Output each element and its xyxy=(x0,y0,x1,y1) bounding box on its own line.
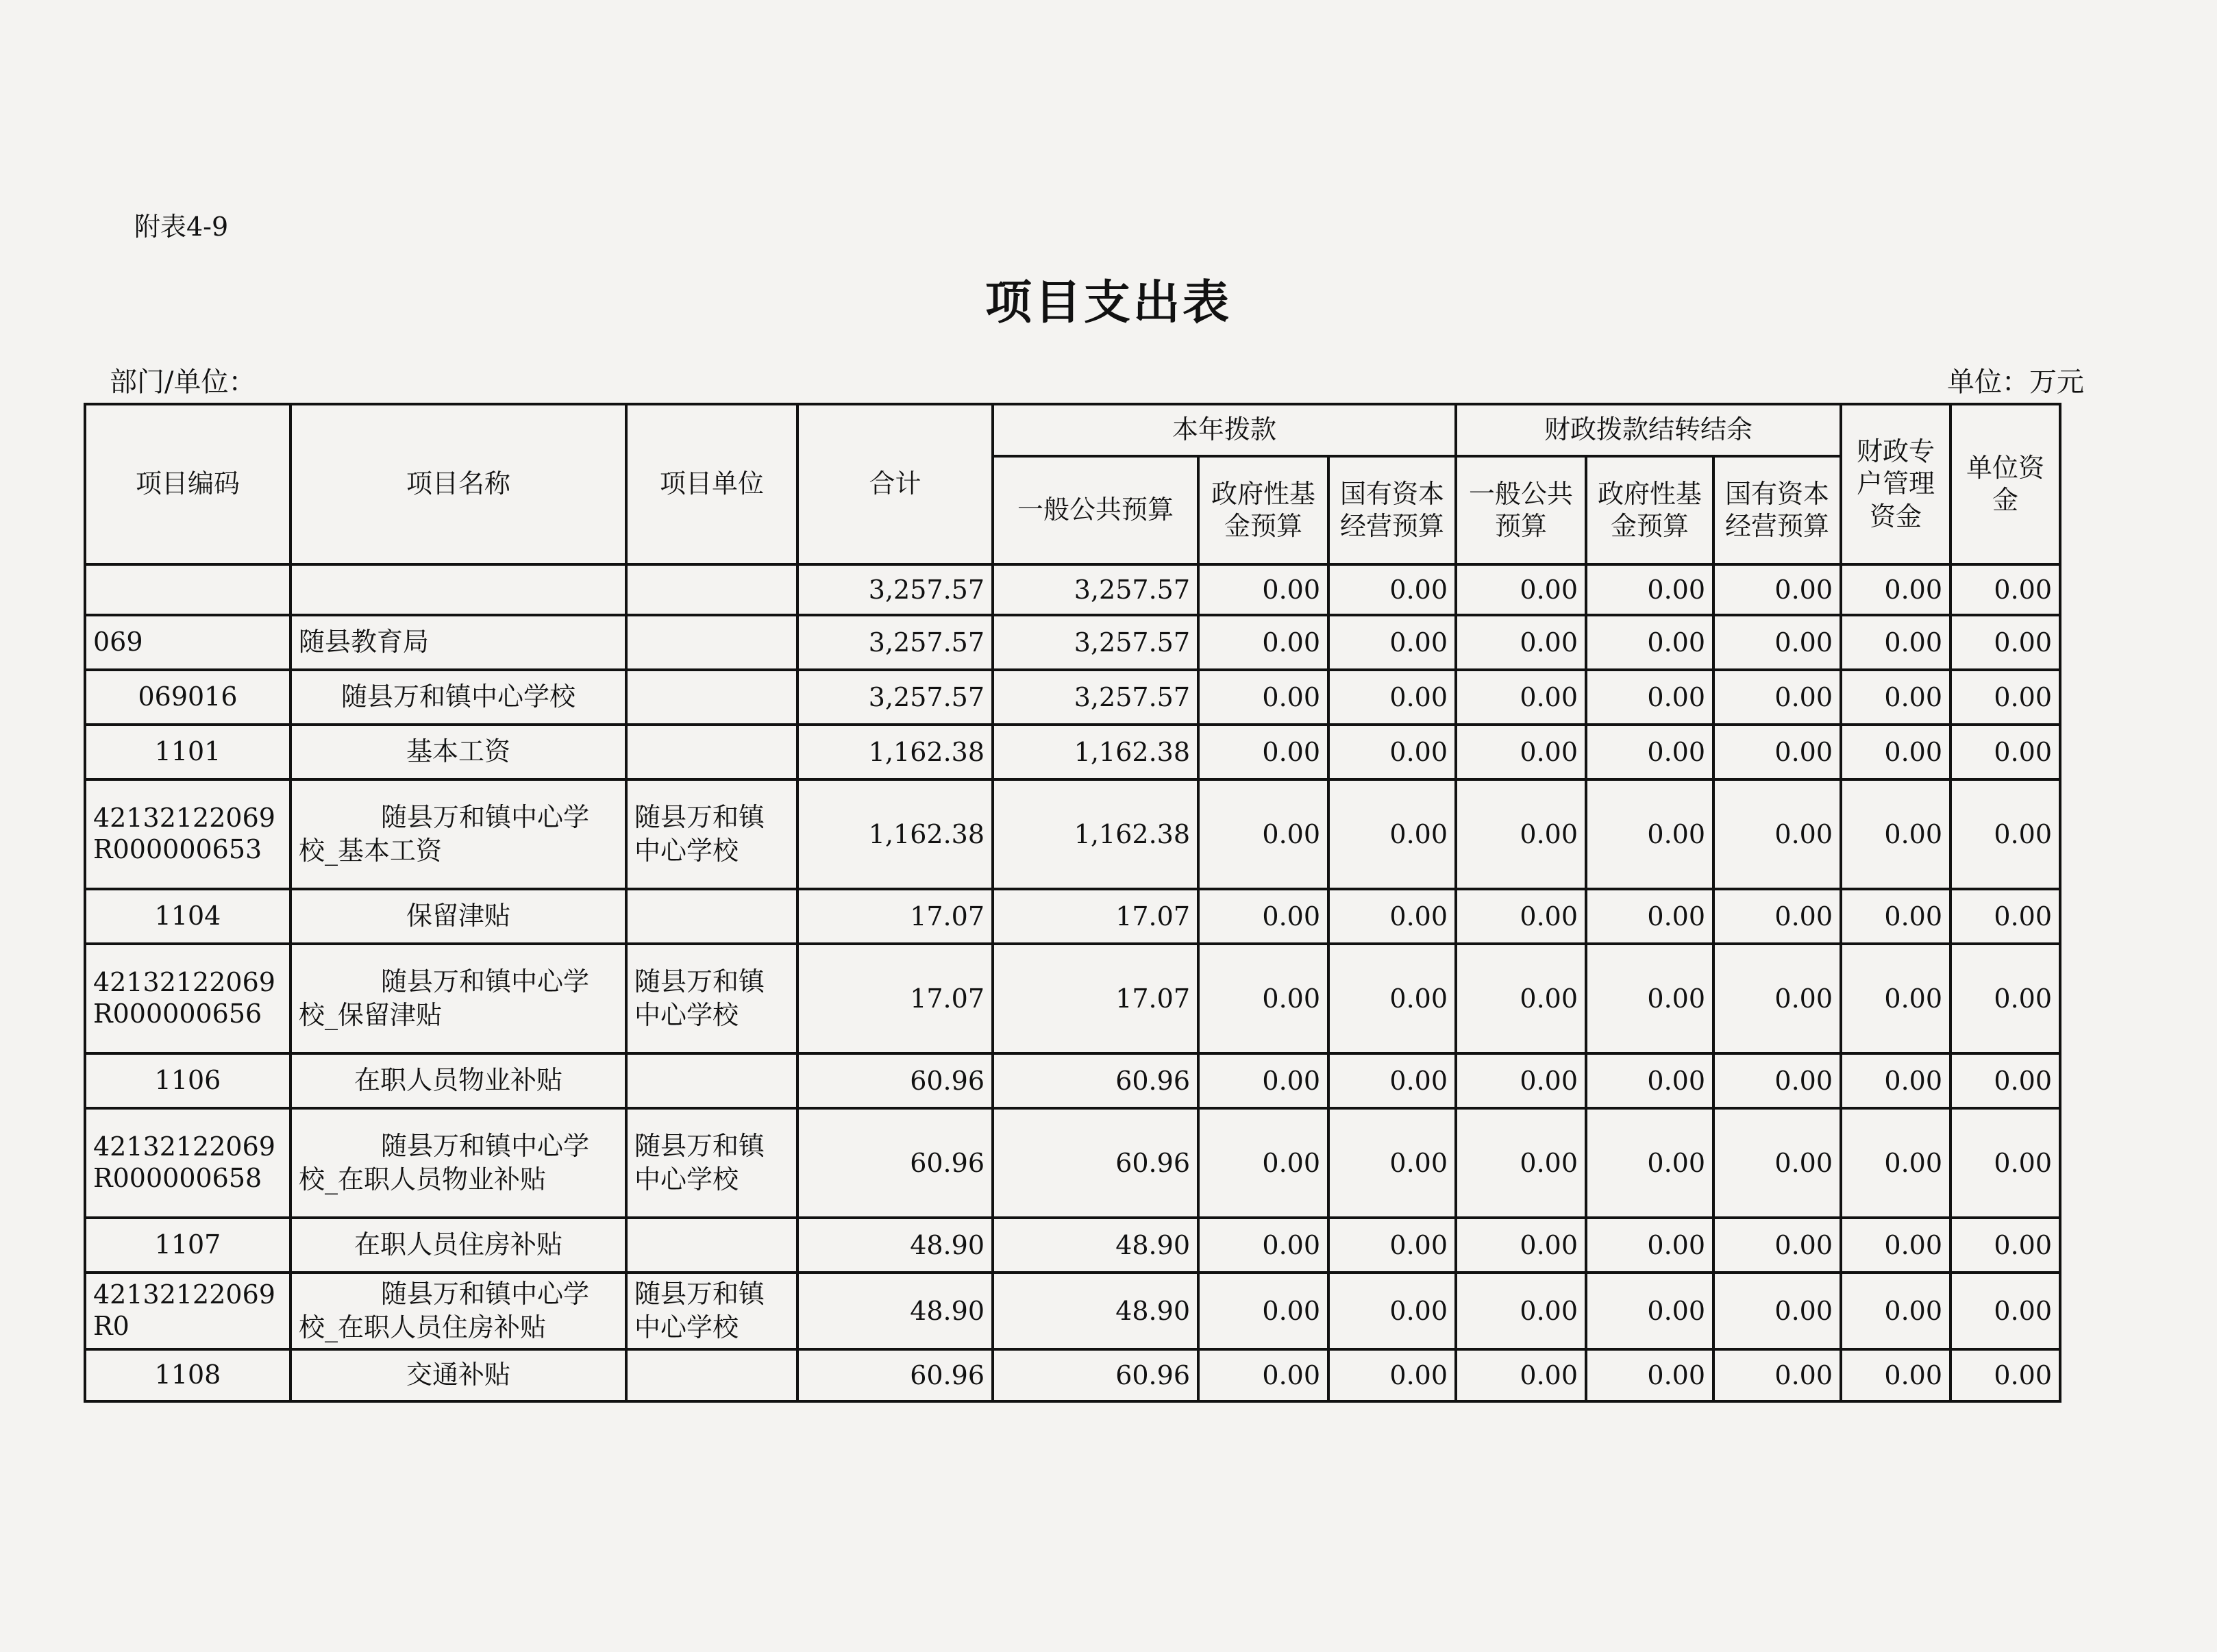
cell-project-unit xyxy=(626,725,797,779)
cell-amount: 48.90 xyxy=(993,1273,1198,1349)
cell-amount: 0.00 xyxy=(1198,1349,1328,1401)
cell-amount: 0.00 xyxy=(1328,944,1456,1053)
cell-amount: 17.07 xyxy=(797,889,993,944)
cell-amount: 3,257.57 xyxy=(797,670,993,725)
cell-amount: 0.00 xyxy=(1456,1053,1586,1108)
header-code: 项目编码 xyxy=(85,404,290,564)
cell-amount: 1,162.38 xyxy=(797,725,993,779)
cell-amount: 0.00 xyxy=(1950,1349,2060,1401)
cell-amount: 0.00 xyxy=(1713,725,1841,779)
cell-amount: 0.00 xyxy=(1198,1108,1328,1218)
header-unit: 项目单位 xyxy=(626,404,797,564)
cell-project-code: 1108 xyxy=(85,1349,290,1401)
cell-project-code: 42132122069R0 xyxy=(85,1273,290,1349)
cell-amount: 0.00 xyxy=(1456,564,1586,615)
cell-amount: 17.07 xyxy=(993,944,1198,1053)
cell-project-name xyxy=(290,779,626,889)
cell-amount: 0.00 xyxy=(1456,1218,1586,1273)
header-unit-fund: 单位资金 xyxy=(1950,404,2060,564)
cell-amount: 0.00 xyxy=(1198,779,1328,889)
project-name-line-1: 随县万和镇中心学 xyxy=(381,1278,590,1309)
cell-amount: 0.00 xyxy=(1586,889,1713,944)
cell-amount: 3,257.57 xyxy=(993,564,1198,615)
cell-amount: 0.00 xyxy=(1198,1218,1328,1273)
cell-amount: 0.00 xyxy=(1456,670,1586,725)
cell-amount: 0.00 xyxy=(1198,889,1328,944)
cell-amount: 0.00 xyxy=(1950,1053,2060,1108)
cell-amount: 0.00 xyxy=(1950,1218,2060,1273)
cell-amount: 0.00 xyxy=(1456,944,1586,1053)
cell-amount: 0.00 xyxy=(1586,1218,1713,1273)
cell-amount: 1,162.38 xyxy=(797,779,993,889)
cell-amount: 0.00 xyxy=(1713,889,1841,944)
table-row xyxy=(85,1218,2060,1273)
table-row xyxy=(85,725,2060,779)
cell-project-unit: 随县万和镇中心学校 xyxy=(626,779,797,889)
cell-amount: 0.00 xyxy=(1586,670,1713,725)
cell-amount: 60.96 xyxy=(797,1349,993,1401)
cell-amount: 17.07 xyxy=(797,944,993,1053)
header-current-year: 本年拨款 xyxy=(993,404,1456,456)
cell-project-code xyxy=(85,564,290,615)
cell-amount: 0.00 xyxy=(1713,1108,1841,1218)
cell-amount: 0.00 xyxy=(1586,1108,1713,1218)
cell-amount: 0.00 xyxy=(1328,1108,1456,1218)
cell-project-name xyxy=(290,1108,626,1218)
cell-amount: 48.90 xyxy=(993,1218,1198,1273)
cell-amount: 0.00 xyxy=(1328,1349,1456,1401)
cell-amount: 0.00 xyxy=(1198,944,1328,1053)
header-special-fund: 财政专户管理资金 xyxy=(1841,404,1950,564)
header-name: 项目名称 xyxy=(290,404,626,564)
cell-project-unit xyxy=(626,564,797,615)
cell-amount: 48.90 xyxy=(797,1218,993,1273)
cell-amount: 0.00 xyxy=(1586,564,1713,615)
cell-project-name xyxy=(290,564,626,615)
header-gov-fund-budget: 政府性基金预算 xyxy=(1198,456,1328,564)
cell-amount: 0.00 xyxy=(1713,1273,1841,1349)
cell-amount: 3,257.57 xyxy=(797,615,993,670)
cell-project-name: 随县万和镇中心学校 xyxy=(290,670,626,725)
cell-amount: 0.00 xyxy=(1586,1053,1713,1108)
cell-amount: 0.00 xyxy=(1841,615,1950,670)
page-title: 项目支出表 xyxy=(984,275,1232,330)
cell-amount: 0.00 xyxy=(1456,615,1586,670)
cell-amount: 17.07 xyxy=(993,889,1198,944)
cell-project-code: 42132122069R000000656 xyxy=(85,944,290,1053)
header-total: 合计 xyxy=(797,404,993,564)
cell-amount: 0.00 xyxy=(1198,670,1328,725)
cell-amount: 0.00 xyxy=(1198,564,1328,615)
cell-project-unit: 随县万和镇中心学校 xyxy=(626,1273,797,1349)
cell-amount: 0.00 xyxy=(1713,670,1841,725)
cell-amount: 60.96 xyxy=(797,1053,993,1108)
project-name-line-2: 校_在职人员物业补贴 xyxy=(299,1164,547,1194)
cell-amount: 1,162.38 xyxy=(993,725,1198,779)
cell-amount: 0.00 xyxy=(1456,889,1586,944)
table-row xyxy=(85,670,2060,725)
project-expenditure-table xyxy=(84,403,2061,1403)
project-name-line-1: 随县万和镇中心学 xyxy=(381,1130,590,1161)
cell-amount: 0.00 xyxy=(1713,1053,1841,1108)
cell-amount: 0.00 xyxy=(1841,1349,1950,1401)
cell-amount: 0.00 xyxy=(1456,779,1586,889)
cell-amount: 0.00 xyxy=(1713,944,1841,1053)
cell-project-unit xyxy=(626,1218,797,1273)
cell-amount: 0.00 xyxy=(1328,1053,1456,1108)
cell-project-code: 1106 xyxy=(85,1053,290,1108)
cell-amount: 0.00 xyxy=(1456,1273,1586,1349)
cell-amount: 60.96 xyxy=(797,1108,993,1218)
cell-amount: 0.00 xyxy=(1456,725,1586,779)
cell-amount: 0.00 xyxy=(1456,1349,1586,1401)
table-row xyxy=(85,564,2060,615)
cell-amount: 0.00 xyxy=(1950,670,2060,725)
table-row xyxy=(85,779,2060,889)
cell-amount: 0.00 xyxy=(1841,1273,1950,1349)
cell-project-name: 交通补贴 xyxy=(290,1349,626,1401)
cell-amount: 0.00 xyxy=(1586,725,1713,779)
cell-amount: 0.00 xyxy=(1328,564,1456,615)
cell-amount: 0.00 xyxy=(1198,1053,1328,1108)
table-row xyxy=(85,1349,2060,1401)
cell-project-unit: 随县万和镇中心学校 xyxy=(626,944,797,1053)
cell-amount: 0.00 xyxy=(1328,1273,1456,1349)
cell-amount: 3,257.57 xyxy=(797,564,993,615)
cell-amount: 60.96 xyxy=(993,1053,1198,1108)
cell-project-code: 1104 xyxy=(85,889,290,944)
cell-amount: 3,257.57 xyxy=(993,615,1198,670)
cell-project-name: 在职人员物业补贴 xyxy=(290,1053,626,1108)
cell-project-unit xyxy=(626,889,797,944)
cell-amount: 0.00 xyxy=(1841,670,1950,725)
cell-amount: 0.00 xyxy=(1841,1053,1950,1108)
table-row xyxy=(85,1273,2060,1349)
cell-project-code: 1101 xyxy=(85,725,290,779)
project-name-line-2: 校_基本工资 xyxy=(299,836,443,866)
cell-project-code: 42132122069R000000653 xyxy=(85,779,290,889)
cell-project-unit xyxy=(626,615,797,670)
header-carryover: 财政拨款结转结余 xyxy=(1456,404,1841,456)
table-row xyxy=(85,615,2060,670)
project-name-line-1: 随县万和镇中心学 xyxy=(381,966,590,997)
header-general-budget: 一般公共预算 xyxy=(993,456,1198,564)
cell-amount: 0.00 xyxy=(1950,564,2060,615)
department-label: 部门/单位： xyxy=(110,366,256,398)
cell-project-unit xyxy=(626,1349,797,1401)
cell-project-code: 069016 xyxy=(85,670,290,725)
cell-amount: 0.00 xyxy=(1713,1218,1841,1273)
cell-amount: 0.00 xyxy=(1586,1273,1713,1349)
cell-amount: 3,257.57 xyxy=(993,670,1198,725)
cell-amount: 0.00 xyxy=(1586,615,1713,670)
table-row xyxy=(85,1108,2060,1218)
cell-project-unit xyxy=(626,1053,797,1108)
cell-project-code: 1107 xyxy=(85,1218,290,1273)
header-co-state-capital-budget: 国有资本经营预算 xyxy=(1713,456,1841,564)
cell-amount: 0.00 xyxy=(1841,725,1950,779)
currency-unit-label: 单位：万元 xyxy=(1947,366,2084,398)
header-state-capital-budget: 国有资本经营预算 xyxy=(1328,456,1456,564)
cell-project-name: 随县教育局 xyxy=(290,615,626,670)
cell-project-name: 基本工资 xyxy=(290,725,626,779)
cell-amount: 0.00 xyxy=(1950,779,2060,889)
cell-amount: 60.96 xyxy=(993,1108,1198,1218)
cell-amount: 48.90 xyxy=(797,1273,993,1349)
cell-amount: 0.00 xyxy=(1198,725,1328,779)
cell-project-name xyxy=(290,1273,626,1349)
table-row xyxy=(85,889,2060,944)
cell-amount: 0.00 xyxy=(1198,1273,1328,1349)
cell-amount: 1,162.38 xyxy=(993,779,1198,889)
cell-amount: 0.00 xyxy=(1950,889,2060,944)
cell-amount: 0.00 xyxy=(1841,944,1950,1053)
cell-amount: 0.00 xyxy=(1950,1273,2060,1349)
cell-amount: 0.00 xyxy=(1586,1349,1713,1401)
cell-amount: 0.00 xyxy=(1950,615,2060,670)
cell-amount: 0.00 xyxy=(1328,779,1456,889)
cell-project-code: 42132122069R000000658 xyxy=(85,1108,290,1218)
cell-amount: 0.00 xyxy=(1950,725,2060,779)
cell-amount: 0.00 xyxy=(1586,944,1713,1053)
cell-amount: 0.00 xyxy=(1713,564,1841,615)
cell-project-unit: 随县万和镇中心学校 xyxy=(626,1108,797,1218)
cell-amount: 0.00 xyxy=(1841,779,1950,889)
cell-amount: 0.00 xyxy=(1328,615,1456,670)
cell-project-name xyxy=(290,944,626,1053)
cell-amount: 0.00 xyxy=(1841,1108,1950,1218)
project-name-line-1: 随县万和镇中心学 xyxy=(381,801,590,832)
cell-amount: 0.00 xyxy=(1950,1108,2060,1218)
cell-amount: 0.00 xyxy=(1586,779,1713,889)
table-row xyxy=(85,1053,2060,1108)
cell-amount: 0.00 xyxy=(1328,670,1456,725)
annex-label: 附表4-9 xyxy=(134,212,229,242)
cell-amount: 0.00 xyxy=(1198,615,1328,670)
cell-project-name: 在职人员住房补贴 xyxy=(290,1218,626,1273)
cell-project-name: 保留津贴 xyxy=(290,889,626,944)
cell-amount: 0.00 xyxy=(1328,725,1456,779)
cell-amount: 0.00 xyxy=(1713,779,1841,889)
cell-amount: 0.00 xyxy=(1841,564,1950,615)
project-name-line-2: 校_保留津贴 xyxy=(299,1000,443,1030)
project-name-line-2: 校_在职人员住房补贴 xyxy=(299,1312,547,1342)
cell-amount: 60.96 xyxy=(993,1349,1198,1401)
cell-project-code: 069 xyxy=(85,615,290,670)
cell-amount: 0.00 xyxy=(1841,889,1950,944)
header-co-general-budget: 一般公共预算 xyxy=(1456,456,1586,564)
header-co-gov-fund-budget: 政府性基金预算 xyxy=(1586,456,1713,564)
cell-amount: 0.00 xyxy=(1328,1218,1456,1273)
cell-amount: 0.00 xyxy=(1713,1349,1841,1401)
cell-project-unit xyxy=(626,670,797,725)
cell-amount: 0.00 xyxy=(1328,889,1456,944)
cell-amount: 0.00 xyxy=(1713,615,1841,670)
cell-amount: 0.00 xyxy=(1841,1218,1950,1273)
cell-amount: 0.00 xyxy=(1950,944,2060,1053)
table-row xyxy=(85,944,2060,1053)
cell-amount: 0.00 xyxy=(1456,1108,1586,1218)
